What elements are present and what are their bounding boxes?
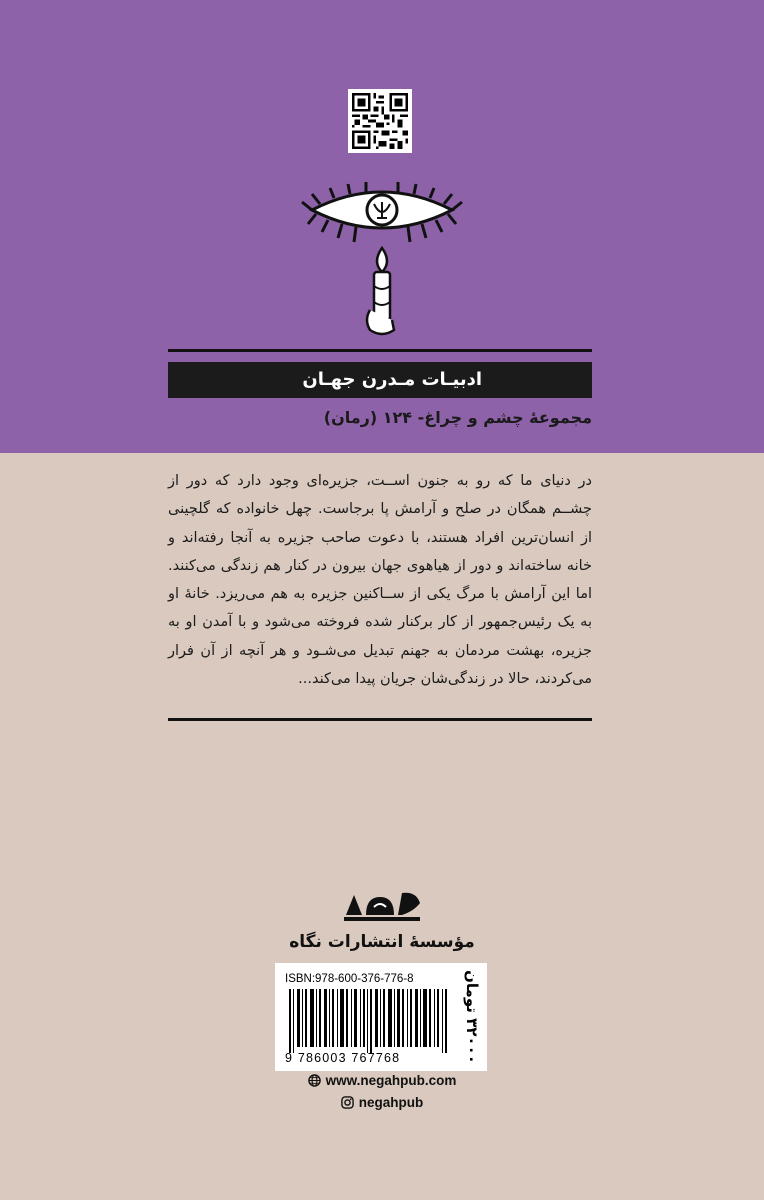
qr-code-icon[interactable] xyxy=(348,89,412,153)
bottom-divider xyxy=(168,718,592,721)
eye-candle-icon xyxy=(300,180,464,340)
instagram-icon xyxy=(341,1096,354,1109)
price-label-wrap xyxy=(459,967,485,1067)
barcode-icon xyxy=(289,989,449,1053)
collection-label: مجموعهٔ چشم و چراغ- ۱۲۴ (رمان) xyxy=(323,408,592,427)
globe-icon xyxy=(308,1074,321,1087)
ean-number: 9 786003 767768 xyxy=(285,1051,401,1065)
instagram-link[interactable] xyxy=(250,1095,514,1110)
publisher-name: مؤسسهٔ انتشارات نگاه xyxy=(289,932,475,952)
price-label: ۳۲۰۰۰ تومان xyxy=(463,970,481,1064)
series-title: ادبیـات مـدرن جهـان xyxy=(168,362,592,398)
isbn-label: ISBN:978-600-376-776-8 xyxy=(285,973,414,985)
barcode-panel xyxy=(275,963,487,1071)
website-link[interactable] xyxy=(250,1073,514,1088)
instagram-text: negahpub xyxy=(358,1095,424,1110)
back-cover-blurb: در دنیای ما که رو به جنون اســت، جزیره‌ای وجود دارد که دور از چشــم همگان در صلح و آرامش پا برجاست. چهل خانواده که گلچینی از انسان‌ترین افراد هستند، با دعوت صاحب جزیره به آنجا رفته‌اند و خانه ساخته‌اند و دور از هیاهوی جهان بیرون در کنار هم زندگی می‌کنند. اما این آرامش با مرگ یکی از ســاکنین جزیره به هم می‌ریزد. خانهٔ او به یک رئیس‌جمهور از کار برکنار شده فروخته می‌شود و با آمدن او به جزیره، بهشت مردمان به جهنم تبدیل می‌شـود و هر آنچه از آن فرار می‌کردند، حالا در زندگی‌شان جریان پیدا می‌کند... xyxy=(168,473,592,688)
publisher-logo-icon xyxy=(340,885,424,927)
website-text: www.negahpub.com xyxy=(325,1073,457,1088)
top-divider xyxy=(168,349,592,352)
